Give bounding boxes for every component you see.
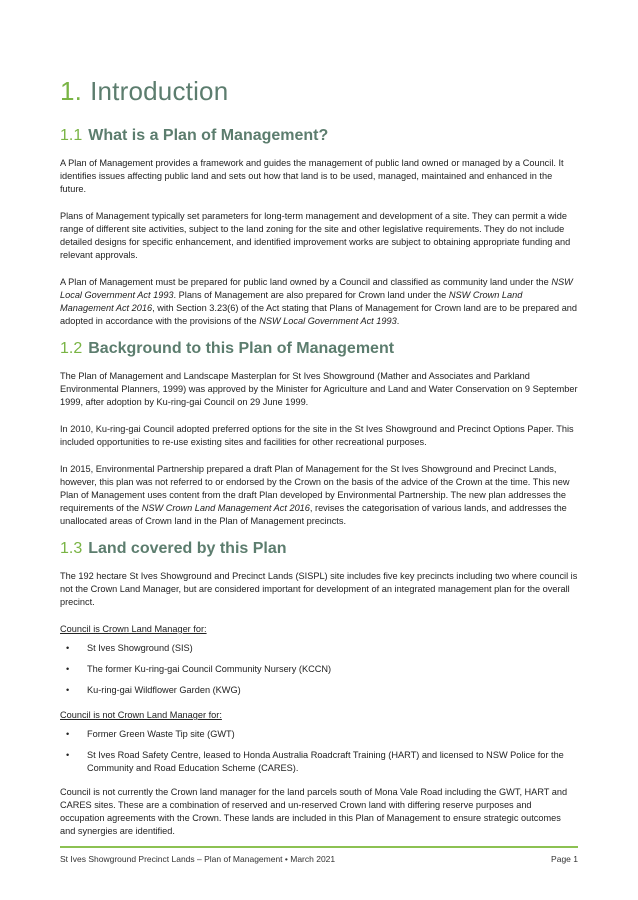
paragraph	[60, 463, 578, 528]
chapter-number: 1.	[60, 76, 83, 106]
section-title: Background to this Plan of Management	[88, 340, 395, 357]
chapter-heading	[60, 76, 228, 107]
section-number: 1.2	[60, 340, 83, 357]
section-number: 1.1	[60, 127, 83, 144]
section-1-3-heading	[60, 540, 287, 558]
act-citation: NSW Crown Land Management Act 2016	[141, 503, 310, 513]
list-item: • Former Green Waste Tip site (GWT)	[60, 728, 578, 741]
paragraph: A Plan of Management provides a framework and guides the management of public land owned or managed by a Council. It identifies issues affecting public land and sets out how that land is to be used, managed, maintained and enhanced in the future.	[60, 158, 564, 194]
text-run: A Plan of Management must be prepared for public land owned by a Council and classified as community land under the	[60, 277, 552, 287]
not-crown-land-manager-list	[60, 728, 578, 783]
section-number: 1.3	[60, 540, 83, 557]
paragraph: Council is not currently the Crown land manager for the land parcels south of Mona Vale Road including the GWT, HART and CARES sites. These are a combination of reserved and un-reserved Crown land with differing reserve purposes and occupation agreements with the Crown. These lands are included in this Plan of Management to ensure strategic outcomes and synergies are identified.	[60, 787, 568, 836]
page-number: Page 1	[551, 854, 578, 864]
act-citation: NSW Local Government Act 1993	[259, 316, 397, 326]
paragraph: Plans of Management typically set parameters for long-term management and development of a site. They can permit a wide range of different site activities, subject to the land zoning for the site and other legislative requirements. They do not include detailed designs for specific enhancement, and identified improvement works are subject to obtaining appropriate funding and relevant approvals.	[60, 211, 571, 260]
subheading-crown-land-manager: Council is Crown Land Manager for:	[60, 624, 207, 634]
section-1-2-heading	[60, 340, 394, 358]
subheading-not-crown-land-manager: Council is not Crown Land Manager for:	[60, 710, 222, 720]
list-item: • The former Ku-ring-gai Council Community Nursery (KCCN)	[60, 663, 578, 676]
paragraph: In 2010, Ku-ring-gai Council adopted preferred options for the site in the St Ives Showground and Precinct Options Paper. This included opportunities to re-use existing sites and facilities for other recreational purposes.	[60, 424, 574, 447]
list-item: • St Ives Road Safety Centre, leased to Honda Australia Roadcraft Training (HART) and licensed to NSW Police for the Community and Road Education Scheme (CARES).	[60, 749, 578, 775]
text-run: , revises the categorisation of various lands, and addresses the unallocated areas of Crown land in the Plan of Management precincts.	[60, 503, 567, 526]
text-run: .	[396, 316, 400, 326]
paragraph	[60, 276, 578, 328]
act-citation: NSW Crown Land Management Act 2016	[60, 290, 523, 313]
section-1-1-heading	[60, 127, 328, 145]
footer-rule	[60, 846, 578, 848]
paragraph: The 192 hectare St Ives Showground and Precinct Lands (SISPL) site includes five key precincts including two where council is not the Crown Land Manager, but are considered important for development of an integrated management plan for the overall precinct.	[60, 571, 578, 607]
chapter-title: Introduction	[90, 76, 229, 106]
footer-document-title: St Ives Showground Precinct Lands – Plan of Management • March 2021	[60, 854, 336, 864]
text-run: In 2015, Environmental Partnership prepared a draft Plan of Management for the St Ives Showground and Precinct Lands, however, this plan was not referred to or endorsed by the Crown on the basis of the advice of the Crown at the time. This new Plan of Management uses content from the draft Plan developed by Environmental Partnership. The new plan addresses the requirements of the	[60, 464, 570, 513]
paragraph: The Plan of Management and Landscape Masterplan for St Ives Showground (Mather and Associates and Parkland Environmental Planners, 1999) was approved by the Minister for Agriculture and Land and Water Conservation on 9 September 1999, after adoption by Ku-ring-gai Council on 29 June 1999.	[60, 371, 578, 407]
text-run: , with Section 3.23(6) of the Act stating that Plans of Management for Crown land are to be prepared and adopted in accordance with the provisions of the	[60, 303, 578, 326]
list-item: • Ku-ring-gai Wildflower Garden (KWG)	[60, 684, 578, 697]
list-item: • St Ives Showground (SIS)	[60, 642, 578, 655]
act-citation: NSW Local Government Act 1993	[60, 277, 573, 300]
section-title: What is a Plan of Management?	[88, 127, 329, 144]
text-run: . Plans of Management are also prepared for Crown land under the	[173, 290, 449, 300]
page-footer	[60, 854, 578, 864]
section-title: Land covered by this Plan	[88, 540, 287, 557]
crown-land-manager-list	[60, 642, 578, 705]
